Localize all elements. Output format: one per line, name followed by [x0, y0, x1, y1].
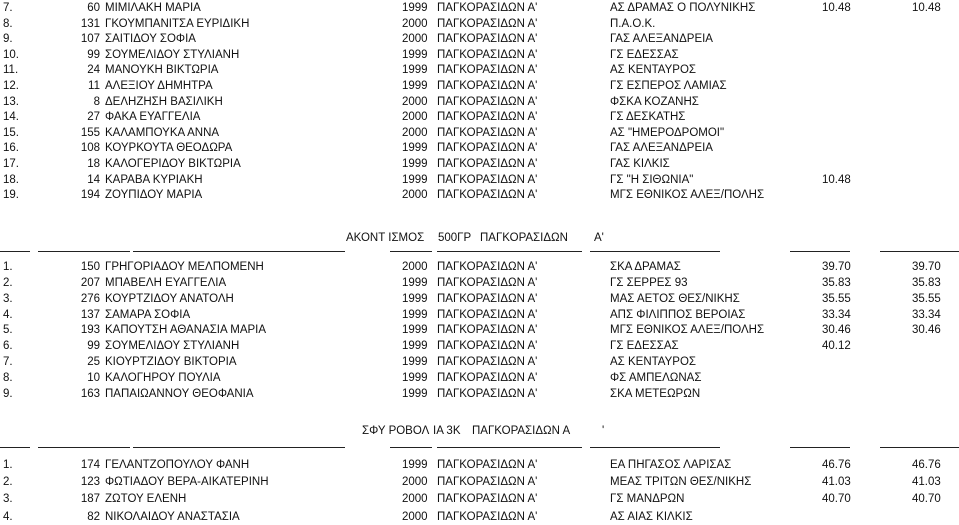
result-mark-1: 41.03	[822, 476, 851, 489]
result-row	[0, 291, 959, 307]
result-category: ΠΑΓΚΟΡΑΣΙΔΩΝ Α'	[437, 459, 538, 471]
result-bib: 18	[87, 158, 100, 170]
result-bib: 187	[80, 493, 100, 506]
result-year: 1999	[402, 340, 428, 353]
result-year: 2000	[402, 95, 428, 108]
result-bib: 14	[87, 173, 100, 186]
result-category: ΠΑΓΚΟΡΑΣΙΔΩΝ Α'	[437, 2, 538, 14]
result-club: ΑΠΣ ΦΙΛΙΠΠΟΣ ΒΕΡΟΙΑΣ	[610, 308, 746, 321]
result-row	[0, 354, 959, 370]
result-name: ΖΟΥΠΙΔΟΥ ΜΑΡΙΑ	[105, 189, 203, 202]
result-name: ΣΟΥΜΕΛΙΔΟΥ ΣΤΥΛΙΑΝΗ	[105, 48, 240, 61]
result-year: 2000	[402, 111, 428, 124]
result-club: ΓΣ ΜΑΝΔΡΩΝ	[610, 493, 685, 506]
result-name: ΚΑΛΟΓΕΡΙΔΟΥ ΒΙΚΤΩΡΙΑ	[105, 158, 241, 170]
result-rank: 4.	[3, 308, 13, 321]
result-year: 2000	[402, 261, 428, 273]
result-bib: 137	[80, 308, 100, 321]
result-bib: 11	[88, 80, 100, 92]
divider-segment	[790, 251, 850, 252]
section-heading-weight: ΙΑ 3Κ	[433, 425, 461, 437]
result-row	[0, 125, 959, 141]
result-mark-2: 10.48	[912, 2, 941, 14]
result-bib: 155	[80, 126, 100, 139]
result-rank: 6.	[3, 340, 13, 353]
result-name: ΣΟΥΜΕΛΙΔΟΥ ΣΤΥΛΙΑΝΗ	[105, 340, 240, 353]
result-rank: 18.	[3, 173, 19, 186]
result-club: ΓΣ ΕΔΕΣΣΑΣ	[610, 48, 679, 61]
result-name: ΚΟΥΡΤΖΙΔΟΥ ΑΝΑΤΟΛΗ	[105, 292, 234, 305]
result-row	[0, 156, 959, 172]
result-rank: 4.	[3, 510, 13, 523]
result-year: 1999	[402, 80, 428, 92]
result-name: ΔΕΛΗΖΗΣΗ ΒΑΣΙΛΙΚΗ	[105, 95, 223, 108]
result-category: ΠΑΓΚΟΡΑΣΙΔΩΝ Α'	[437, 95, 538, 108]
result-row	[0, 259, 959, 275]
result-year: 2000	[402, 476, 428, 489]
result-year: 2000	[402, 493, 428, 506]
result-club: ΑΣ ΚΕΝΤΑΥΡΟΣ	[610, 64, 697, 77]
result-rank: 10.	[3, 48, 19, 61]
result-category: ΠΑΓΚΟΡΑΣΙΔΩΝ Α'	[437, 387, 538, 400]
result-row	[0, 275, 959, 291]
result-mark-1: 30.46	[822, 324, 851, 337]
result-category: ΠΑΓΚΟΡΑΣΙΔΩΝ Α'	[437, 510, 538, 523]
divider-segment	[590, 251, 720, 252]
result-rank: 7.	[3, 356, 13, 369]
result-club: ΓΣ ΔΕΣΚΑΤΗΣ	[610, 111, 686, 124]
result-row	[0, 457, 959, 473]
divider-segment	[0, 251, 30, 252]
result-bib: 194	[80, 189, 100, 202]
result-mark-1: 33.34	[822, 308, 851, 321]
result-mark-1: 10.48	[822, 2, 851, 14]
divider-segment	[437, 447, 582, 448]
result-category: ΠΑΓΚΟΡΑΣΙΔΩΝ Α'	[437, 158, 538, 170]
result-year: 1999	[402, 64, 428, 77]
result-row	[0, 0, 959, 16]
result-rank: 15.	[3, 126, 19, 139]
result-mark-2: 39.70	[912, 261, 941, 273]
result-bib: 150	[80, 261, 100, 273]
result-rank: 11.	[3, 64, 19, 77]
result-rank: 3.	[3, 493, 13, 506]
result-row	[0, 322, 959, 338]
result-category: ΠΑΓΚΟΡΑΣΙΔΩΝ Α'	[437, 189, 538, 202]
result-mark-2: 35.83	[912, 276, 941, 289]
result-mark-1: 10.48	[822, 173, 851, 186]
result-category: ΠΑΓΚΟΡΑΣΙΔΩΝ Α'	[437, 173, 538, 186]
result-rank: 1.	[3, 459, 13, 471]
result-bib: 8	[93, 95, 100, 108]
result-row	[0, 187, 959, 203]
result-row	[0, 386, 959, 402]
result-row	[0, 307, 959, 323]
result-year: 2000	[402, 126, 428, 139]
result-mark-2: 41.03	[912, 476, 941, 489]
result-year: 1999	[402, 292, 428, 305]
result-year: 1999	[402, 324, 428, 337]
result-name: ΠΑΠΑΙΩΑΝΝΟΥ ΘΕΟΦΑΝΙΑ	[105, 387, 254, 400]
section-heading-class: Α'	[594, 232, 604, 244]
result-year: 1999	[402, 142, 428, 155]
result-rank: 19.	[3, 189, 19, 202]
result-name: ΜΙΜΙΛΑΚΗ ΜΑΡΙΑ	[105, 2, 201, 14]
result-rank: 8.	[3, 17, 13, 30]
section-heading-class: '	[602, 425, 605, 437]
result-bib: 24	[87, 64, 100, 77]
result-row	[0, 172, 959, 188]
divider-segment	[133, 447, 345, 448]
result-rank: 17.	[3, 158, 19, 170]
result-category: ΠΑΓΚΟΡΑΣΙΔΩΝ Α'	[437, 493, 538, 506]
result-category: ΠΑΓΚΟΡΑΣΙΔΩΝ Α'	[437, 292, 538, 305]
result-club: ΓΑΣ ΚΙΛΚΙΣ	[610, 158, 670, 170]
result-club: ΓΣ ΕΣΠΕΡΟΣ ΛΑΜΙΑΣ	[610, 80, 727, 92]
result-rank: 2.	[3, 276, 13, 289]
result-row	[0, 94, 959, 110]
result-category: ΠΑΓΚΟΡΑΣΙΔΩΝ Α'	[437, 33, 538, 46]
result-club: ΓΣ "Η ΣΙΘΩΝΙΑ"	[610, 173, 694, 186]
result-row	[0, 109, 959, 125]
result-rank: 13.	[3, 95, 19, 108]
result-mark-1: 39.70	[822, 261, 851, 273]
result-row	[0, 370, 959, 386]
result-club: ΕΑ ΠΗΓΑΣΟΣ ΛΑΡΙΣΑΣ	[610, 459, 732, 471]
result-club: ΑΣ "ΗΜΕΡΟΔΡΟΜΟΙ"	[610, 126, 725, 139]
result-row	[0, 338, 959, 354]
result-mark-2: 35.55	[912, 292, 941, 305]
result-name: ΚΙΟΥΡΤΖΙΔΟΥ ΒΙΚΤΟΡΙΑ	[105, 356, 237, 369]
result-row	[0, 491, 959, 507]
result-rank: 9.	[3, 387, 13, 400]
result-name: ΦΩΤΙΑΔΟΥ ΒΕΡΑ-ΑΙΚΑΤΕΡΙΝΗ	[105, 476, 269, 489]
result-club: ΓΑΣ ΑΛΕΞΑΝΔΡΕΙΑ	[610, 142, 713, 155]
result-club: ΓΣ ΕΔΕΣΣΑΣ	[610, 340, 679, 353]
result-club: ΓΑΣ ΑΛΕΞΑΝΔΡΕΙΑ	[610, 33, 713, 46]
result-rank: 16.	[3, 142, 19, 155]
result-category: ΠΑΓΚΟΡΑΣΙΔΩΝ Α'	[437, 324, 538, 337]
result-year: 1999	[402, 459, 428, 471]
result-row	[0, 47, 959, 63]
result-name: ΓΕΛΑΝΤΖΟΠΟΥΛΟΥ ΦΑΝΗ	[105, 459, 250, 471]
result-row	[0, 509, 959, 525]
result-club: ΣΚΑ ΔΡΑΜΑΣ	[610, 261, 681, 273]
result-category: ΠΑΓΚΟΡΑΣΙΔΩΝ Α'	[437, 371, 538, 384]
result-name: ΚΑΛΟΓΗΡΟΥ ΠΟΥΛΙΑ	[105, 371, 221, 384]
section-heading-category: ΠΑΓΚΟΡΑΣΙΔΩΝ	[480, 232, 568, 244]
result-rank: 9.	[3, 33, 13, 46]
result-bib: 25	[87, 356, 100, 369]
result-category: ΠΑΓΚΟΡΑΣΙΔΩΝ Α'	[437, 48, 538, 61]
divider-segment	[590, 447, 720, 448]
result-bib: 207	[80, 276, 100, 289]
result-name: ΜΑΝΟΥΚΗ ΒΙΚΤΩΡΙΑ	[105, 64, 219, 77]
result-bib: 10	[87, 371, 100, 384]
result-mark-2: 33.34	[912, 308, 941, 321]
result-mark-2: 30.46	[912, 324, 941, 337]
divider-segment	[390, 447, 432, 448]
result-row	[0, 474, 959, 490]
section-heading-event: ΑΚΟΝΤ ΙΣΜΟΣ	[346, 232, 425, 244]
result-rank: 5.	[3, 324, 13, 337]
result-name: ΝΙΚΟΛΑΙΔΟΥ ΑΝΑΣΤΑΣΙΑ	[105, 510, 240, 523]
result-year: 2000	[402, 33, 428, 46]
result-bib: 60	[87, 2, 100, 14]
result-name: ΑΛΕΞΙΟΥ ΔΗΜΗΤΡΑ	[105, 80, 213, 92]
result-club: ΓΣ ΣΕΡΡΕΣ 93	[610, 276, 688, 289]
result-name: ΖΩΤΟΥ ΕΛΕΝΗ	[105, 493, 187, 506]
result-bib: 99	[87, 340, 100, 353]
result-bib: 107	[80, 33, 100, 46]
section-heading-event: ΣΦΥ ΡΟΒΟΛ	[362, 425, 430, 437]
result-bib: 99	[87, 48, 100, 61]
result-year: 1999	[402, 48, 428, 61]
result-category: ΠΑΓΚΟΡΑΣΙΔΩΝ Α'	[437, 476, 538, 489]
result-year: 1999	[402, 2, 428, 14]
result-category: ΠΑΓΚΟΡΑΣΙΔΩΝ Α'	[437, 17, 538, 30]
result-club: ΜΑΣ ΑΕΤΟΣ ΘΕΣ/ΝΙΚΗΣ	[610, 292, 740, 305]
result-bib: 123	[80, 476, 100, 489]
result-rank: 1.	[3, 261, 13, 273]
result-rank: 7.	[3, 2, 13, 14]
result-club: ΑΣ ΑΙΑΣ ΚΙΛΚΙΣ	[610, 510, 693, 523]
result-category: ΠΑΓΚΟΡΑΣΙΔΩΝ Α'	[437, 308, 538, 321]
result-name: ΚΑΡΑΒΑ ΚΥΡΙΑΚΗ	[105, 173, 203, 186]
result-mark-2: 46.76	[912, 459, 941, 471]
result-name: ΓΚΟΥΜΠΑΝΙΤΣΑ ΕΥΡΙΔΙΚΗ	[105, 17, 250, 30]
result-rank: 2.	[3, 476, 13, 489]
result-mark-1: 35.55	[822, 292, 851, 305]
result-category: ΠΑΓΚΟΡΑΣΙΔΩΝ Α'	[437, 142, 538, 155]
result-year: 2000	[402, 510, 428, 523]
result-name: ΦΑΚΑ ΕΥΑΓΓΕΛΙΑ	[105, 111, 201, 124]
result-name: ΜΠΑΒΕΛΗ ΕΥΑΓΓΕΛΙΑ	[105, 276, 227, 289]
result-category: ΠΑΓΚΟΡΑΣΙΔΩΝ Α'	[437, 356, 538, 369]
result-rank: 14.	[3, 111, 19, 124]
result-year: 1999	[402, 356, 428, 369]
result-club: ΣΚΑ ΜΕΤΕΩΡΩΝ	[610, 387, 701, 400]
result-name: ΚΑΛΑΜΠΟΥΚΑ ΑΝΝΑ	[105, 126, 220, 139]
result-bib: 193	[80, 324, 100, 337]
result-row	[0, 16, 959, 32]
result-mark-1: 35.83	[822, 276, 851, 289]
result-mark-2: 40.70	[912, 493, 941, 506]
result-club: ΜΓΣ ΕΘΝΙΚΟΣ ΑΛΕΞ/ΠΟΛΗΣ	[610, 189, 765, 202]
result-name: ΣΑΙΤΙΔΟΥ ΣΟΦΙΑ	[105, 33, 196, 46]
result-category: ΠΑΓΚΟΡΑΣΙΔΩΝ Α'	[437, 126, 538, 139]
result-row	[0, 78, 959, 94]
result-club: Π.Α.Ο.Κ.	[610, 17, 656, 30]
result-year: 1999	[402, 371, 428, 384]
result-rank: 3.	[3, 292, 13, 305]
divider-segment	[133, 251, 345, 252]
result-year: 1999	[402, 308, 428, 321]
result-bib: 131	[80, 17, 100, 30]
result-name: ΚΟΥΡΚΟΥΤΑ ΘΕΟΔΩΡΑ	[105, 142, 233, 155]
result-bib: 108	[80, 142, 100, 155]
divider-segment	[38, 447, 130, 448]
result-club: ΑΣ ΔΡΑΜΑΣ Ο ΠΟΛΥΝΙΚΗΣ	[610, 2, 756, 14]
result-year: 2000	[402, 189, 428, 202]
divider-segment	[390, 251, 432, 252]
section-heading-weight: 500ΓΡ	[438, 232, 472, 244]
divider-segment	[38, 251, 130, 252]
result-year: 1999	[402, 158, 428, 170]
result-category: ΠΑΓΚΟΡΑΣΙΔΩΝ Α'	[437, 261, 538, 273]
section-heading-category: ΠΑΓΚΟΡΑΣΙΔΩΝ Α	[472, 425, 571, 437]
result-category: ΠΑΓΚΟΡΑΣΙΔΩΝ Α'	[437, 111, 538, 124]
result-rank: 12.	[3, 80, 19, 92]
result-year: 1999	[402, 276, 428, 289]
result-bib: 82	[87, 510, 100, 523]
result-category: ΠΑΓΚΟΡΑΣΙΔΩΝ Α'	[437, 80, 538, 92]
result-name: ΣΑΜΑΡΑ ΣΟΦΙΑ	[105, 308, 191, 321]
divider-segment	[880, 251, 959, 252]
result-bib: 276	[80, 292, 100, 305]
result-bib: 27	[87, 111, 100, 124]
result-row	[0, 140, 959, 156]
result-club: ΜΕΑΣ ΤΡΙΤΩΝ ΘΕΣ/ΝΙΚΗΣ	[610, 476, 752, 489]
result-mark-1: 46.76	[822, 459, 851, 471]
result-row	[0, 62, 959, 78]
result-bib: 174	[80, 459, 100, 471]
result-category: ΠΑΓΚΟΡΑΣΙΔΩΝ Α'	[437, 64, 538, 77]
result-name: ΓΡΗΓΟΡΙΑΔΟΥ ΜΕΛΠΟΜΕΝΗ	[105, 261, 264, 273]
result-year: 2000	[402, 17, 428, 30]
result-mark-1: 40.70	[822, 493, 851, 506]
result-bib: 163	[80, 387, 100, 400]
result-club: ΦΣΚΑ ΚΟΖΑΝΗΣ	[610, 95, 699, 108]
divider-segment	[437, 251, 582, 252]
result-club: ΑΣ ΚΕΝΤΑΥΡΟΣ	[610, 356, 697, 369]
result-category: ΠΑΓΚΟΡΑΣΙΔΩΝ Α'	[437, 340, 538, 353]
divider-segment	[790, 447, 850, 448]
result-name: ΚΑΠΟΥΤΣΗ ΑΘΑΝΑΣΙΑ ΜΑΡΙΑ	[105, 324, 267, 337]
divider-segment	[0, 447, 30, 448]
result-mark-1: 40.12	[822, 340, 851, 353]
result-row	[0, 31, 959, 47]
result-rank: 8.	[3, 371, 13, 384]
result-year: 1999	[402, 173, 428, 186]
result-club: ΦΣ ΑΜΠΕΛΩΝΑΣ	[610, 371, 702, 384]
result-club: ΜΓΣ ΕΘΝΙΚΟΣ ΑΛΕΞ/ΠΟΛΗΣ	[610, 324, 765, 337]
divider-segment	[880, 447, 959, 448]
result-year: 1999	[402, 387, 428, 400]
result-category: ΠΑΓΚΟΡΑΣΙΔΩΝ Α'	[437, 276, 538, 289]
